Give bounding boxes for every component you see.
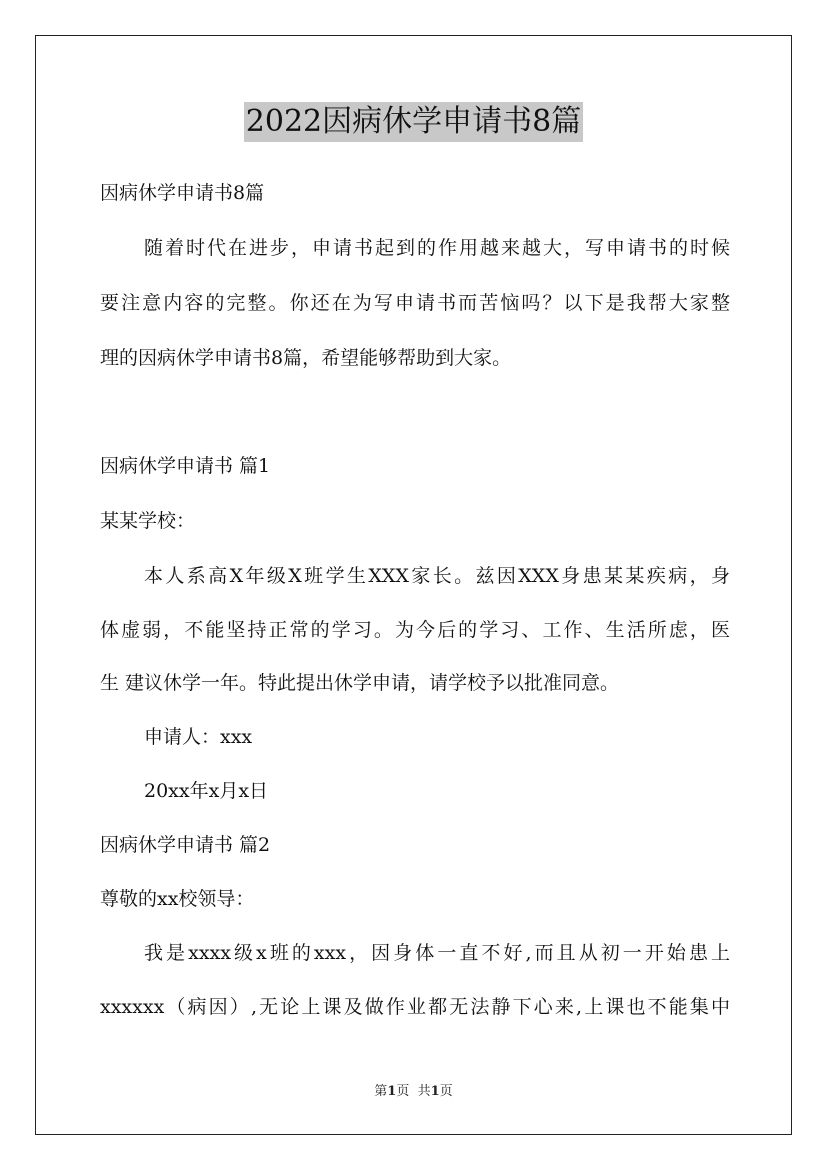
intro-line-3: 理的因病休学申请书8篇，希望能够帮助到大家。 — [100, 347, 512, 369]
section-1-date: 20xx年x月x日 — [144, 780, 269, 802]
page-total-prefix: 共 — [417, 1084, 431, 1099]
section-2-salutation: 尊敬的xx校领导： — [100, 888, 255, 910]
page-total-suffix: 页 — [439, 1084, 453, 1099]
section-1-heading: 因病休学申请书 篇1 — [100, 455, 271, 477]
page-total-number: 1 — [430, 1084, 440, 1099]
document-title: 2022因病休学申请书8篇 — [244, 102, 583, 142]
intro-line-1: 随着时代在进步，申请书起到的作用越来越大，写申请书的时候 — [144, 237, 730, 259]
section-2-heading: 因病休学申请书 篇2 — [100, 834, 271, 856]
section-1-salutation: 某某学校： — [100, 510, 196, 532]
document-subtitle: 因病休学申请书8篇 — [100, 182, 265, 204]
intro-line-2: 要注意内容的完整。你还在为写申请书而苦恼吗？以下是我帮大家整 — [100, 292, 730, 314]
section-1-body-line-1: 本人系高X年级X班学生XXX家长。兹因XXX身患某某疾病，身 — [144, 565, 730, 587]
section-1-body-line-2: 体虚弱，不能坚持正常的学习。为今后的学习、工作、生活所虑，医 — [100, 619, 730, 641]
section-2-body-line-1: 我是xxxx级x班的xxx，因身体一直不好,而且从初一开始患上 — [144, 942, 730, 964]
section-1-body-line-3: 生 建议休学一年。特此提出休学申请，请学校予以批准同意。 — [100, 672, 620, 694]
page-current-suffix: 页 — [396, 1084, 410, 1099]
section-2-body-line-2: xxxxxx（病因）,无论上课及做作业都无法静下心来,上课也不能集中 — [100, 996, 730, 1018]
page-current-prefix: 第 — [374, 1084, 388, 1099]
page-current-number: 1 — [387, 1084, 397, 1099]
title-container — [0, 102, 827, 142]
section-1-applicant: 申请人：xxx — [144, 726, 253, 748]
page-footer — [0, 1083, 827, 1101]
